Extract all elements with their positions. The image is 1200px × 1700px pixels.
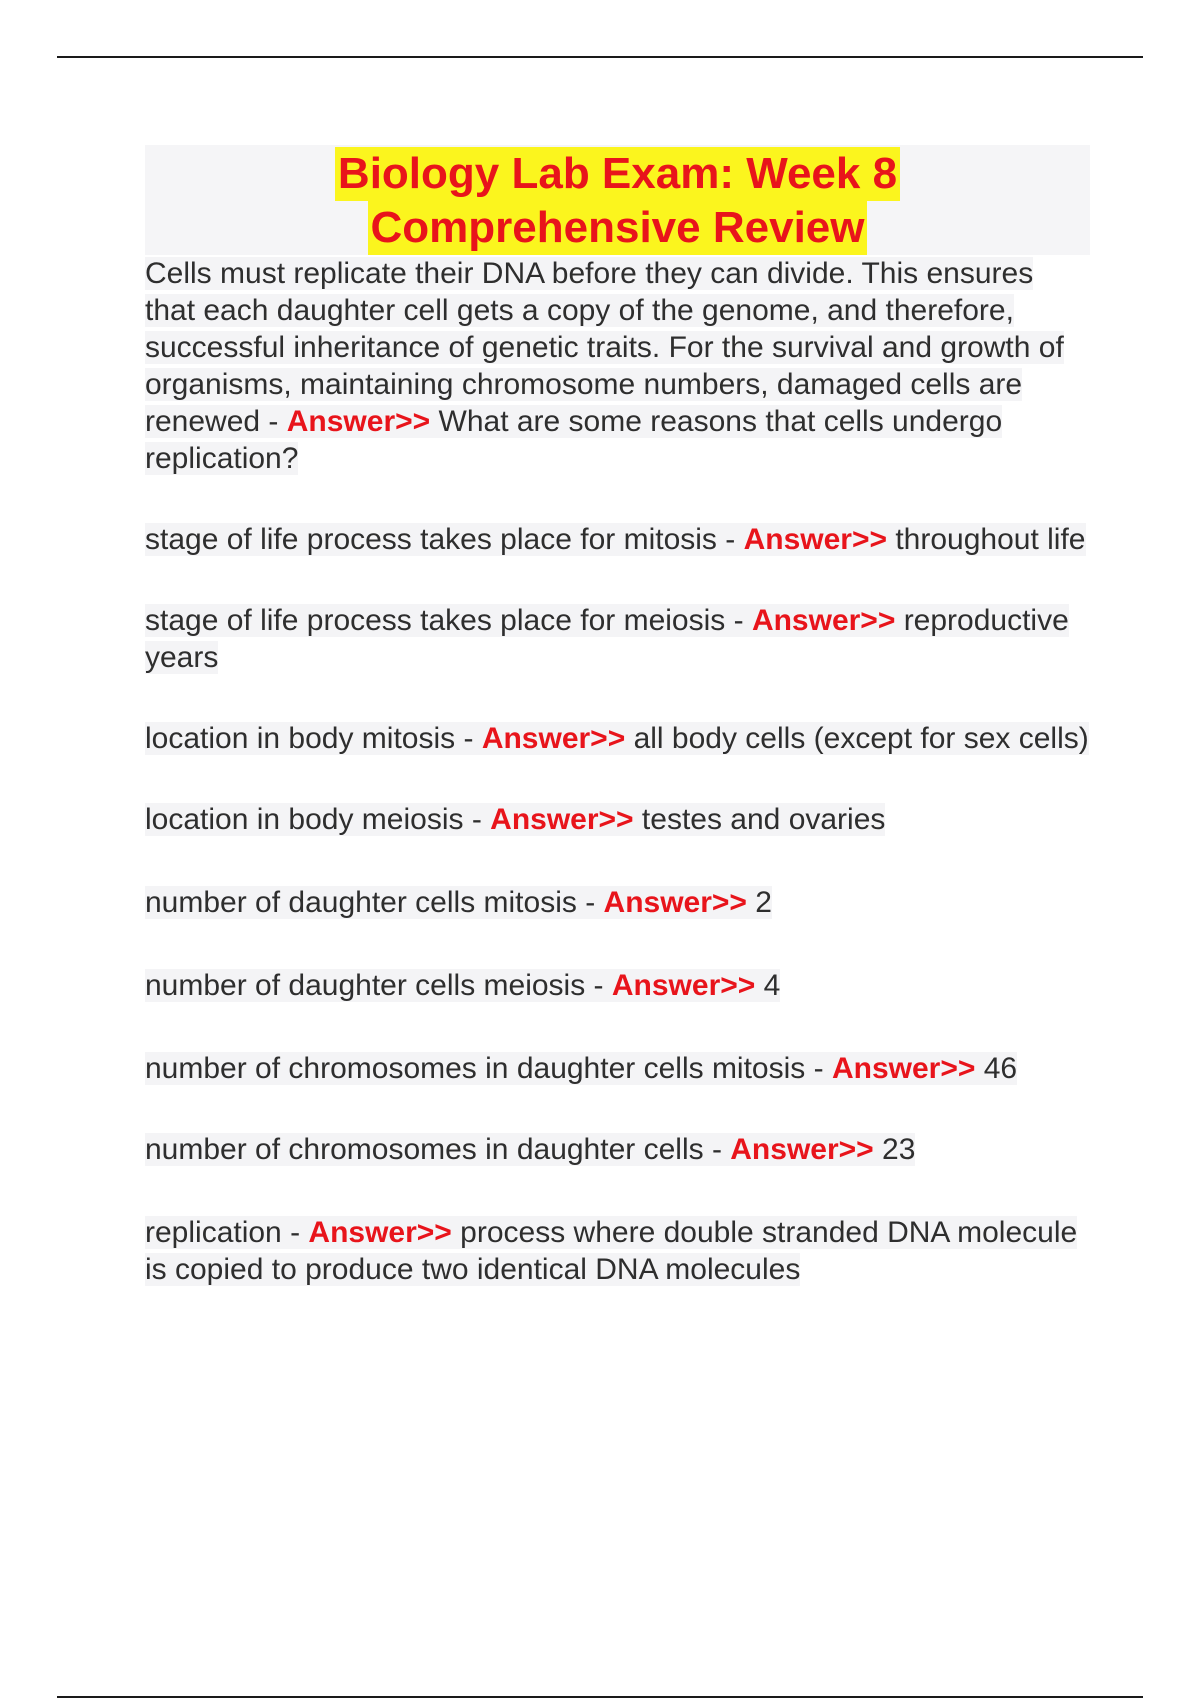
- qa-entry-4: [145, 720, 1090, 757]
- qa-entry-7: [145, 967, 1090, 1004]
- entry-text: stage of life process takes place for meiosis -: [145, 604, 752, 637]
- answer-marker: Answer>>: [730, 1133, 874, 1166]
- entry-text: number of chromosomes in daughter cells -: [145, 1133, 731, 1166]
- qa-entry-10: [145, 1214, 1090, 1288]
- entry-text: location in body meiosis -: [145, 803, 491, 836]
- answer-marker: Answer>>: [603, 886, 747, 919]
- entry-answer: 4: [755, 969, 781, 1002]
- qa-entry-8: [145, 1050, 1090, 1087]
- entry-text: number of chromosomes in daughter cells mitosis -: [145, 1052, 832, 1085]
- entry-answer: 23: [873, 1133, 916, 1166]
- footer-rule: [57, 1696, 1143, 1698]
- page-title-line-2: Comprehensive Review: [368, 201, 868, 255]
- entry-answer: process where double stranded DNA molecule is copied to produce two identical DNA molecules: [145, 1216, 1078, 1286]
- qa-entry-3: [145, 602, 1090, 676]
- qa-entry-9: [145, 1131, 1090, 1168]
- entry-answer: 2: [746, 886, 772, 919]
- answer-marker: Answer>>: [831, 1052, 976, 1085]
- entry-answer: 46: [975, 1052, 1018, 1085]
- entry-text: number of daughter cells meiosis -: [145, 969, 612, 1002]
- entry-answer: testes and ovaries: [633, 803, 886, 836]
- entry-answer: What are some reasons that cells undergo replication?: [145, 405, 1003, 475]
- answer-marker: Answer>>: [481, 722, 626, 755]
- qa-entry-1: [145, 255, 1090, 477]
- entry-answer: throughout life: [887, 523, 1086, 556]
- entry-text: stage of life process takes place for mitosis -: [145, 523, 744, 556]
- answer-marker: Answer>>: [286, 405, 431, 438]
- answer-marker: Answer>>: [751, 604, 896, 637]
- page-title-line-1: Biology Lab Exam: Week 8: [335, 147, 900, 201]
- answer-marker: Answer>>: [490, 803, 634, 836]
- title-block: [145, 145, 1090, 255]
- entry-answer: all body cells (except for sex cells): [625, 722, 1089, 755]
- header-rule: [57, 56, 1143, 58]
- qa-entry-2: [145, 521, 1090, 558]
- answer-marker: Answer>>: [743, 523, 888, 556]
- answer-marker: Answer>>: [611, 969, 756, 1002]
- entry-text: location in body mitosis -: [145, 722, 482, 755]
- entry-text: Cells must replicate their DNA before they can divide. This ensures that each daughter cell gets a copy of the genome, and therefore, successful inheritance of genetic traits. For the survival and growth of organisms, maintaining chromosome numbers, damaged cells are renewed -: [145, 257, 1064, 438]
- entry-answer: reproductive years: [145, 604, 1069, 674]
- qa-entry-5: [145, 801, 1090, 838]
- answer-marker: Answer>>: [308, 1216, 452, 1249]
- qa-entry-6: [145, 884, 1090, 921]
- entry-text: number of daughter cells mitosis -: [145, 886, 604, 919]
- entry-text: replication -: [145, 1216, 309, 1249]
- document-body: [145, 145, 1090, 1288]
